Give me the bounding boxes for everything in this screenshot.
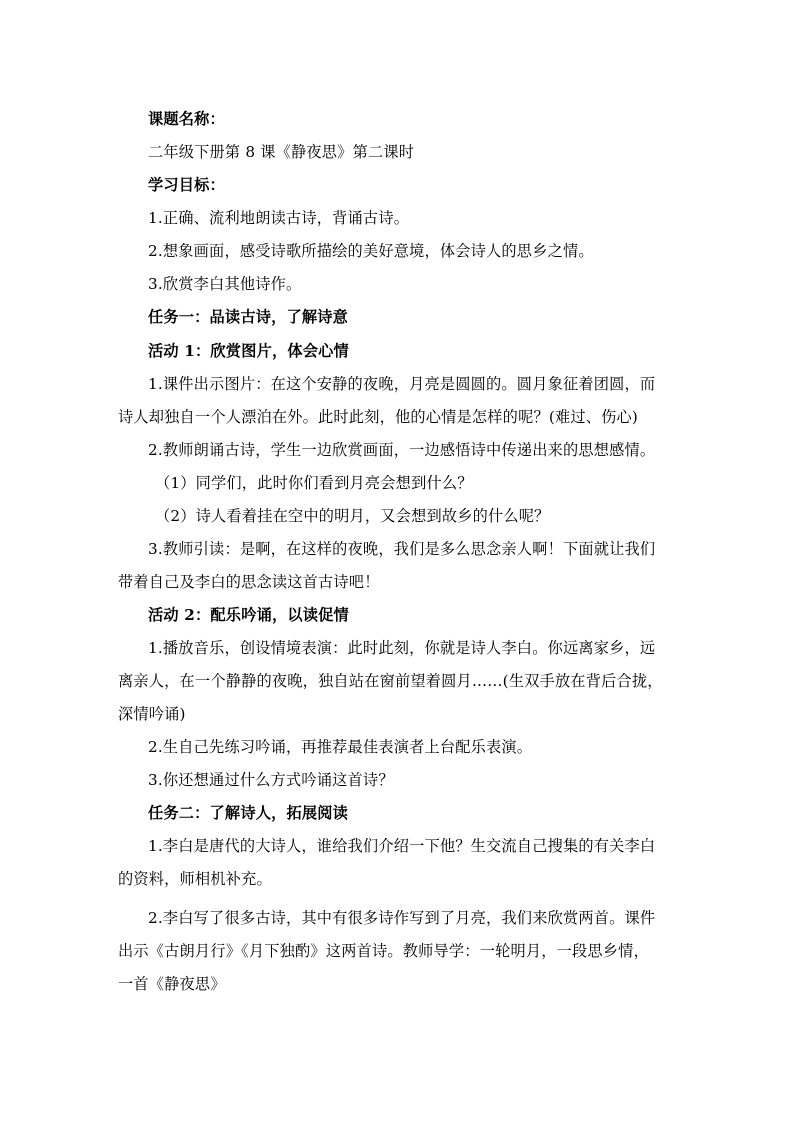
activity-1-para-1-line-1: 1.课件出示图片：在这个安静的夜晚，月亮是圆圆的。圆月象征着团圆，而 — [148, 375, 656, 393]
task-2-heading: 任务二：了解诗人，拓展阅读 — [148, 804, 349, 822]
activity-2-para-3: 3.你还想通过什么方式吟诵这首诗？ — [148, 771, 394, 789]
task-2-para-2-line-2: 出示《古朗月行》《月下独酌》这两首诗。教师导学：一轮明月，一段思乡情， — [118, 942, 649, 960]
learning-goals-label: 学习目标： — [148, 176, 225, 194]
goal-item-1: 1.正确、流利地朗读古诗，背诵古诗。 — [148, 209, 410, 227]
activity-1-para-2: 2.教师朗诵古诗，学生一边欣赏画面，一边感悟诗中传递出来的思想感情。 — [148, 441, 656, 459]
activity-2-para-1-line-1: 1.播放音乐，创设情境表演：此时此刻，你就是诗人李白。你远离家乡，远 — [148, 639, 656, 657]
task-2-para-2-line-1: 2.李白写了很多古诗，其中有很多诗作写到了月亮，我们来欣赏两首。课件 — [148, 909, 656, 927]
activity-1-heading: 活动 1：欣赏图片，体会心情 — [148, 342, 349, 360]
task-2-para-1-line-1: 1.李白是唐代的大诗人，谁给我们介绍一下他？生交流自己搜集的有关李白 — [148, 837, 656, 855]
activity-1-question-1: （1）同学们，此时你们看到月亮会想到什么？ — [155, 474, 473, 492]
lesson-title-text: 二年级下册第 8 课《静夜思》第二课时 — [148, 143, 415, 161]
activity-2-para-2: 2.生自己先练习吟诵，再推荐最佳表演者上台配乐表演。 — [148, 738, 533, 756]
task-1-heading: 任务一：品读古诗，了解诗意 — [148, 308, 349, 326]
activity-1-para-3-line-2: 带着自己及李白的思念读这首古诗吧！ — [118, 573, 380, 591]
goal-item-3: 3.欣赏李白其他诗作。 — [148, 275, 302, 293]
activity-1-question-2: （2）诗人看着挂在空中的明月，又会想到故乡的什么呢？ — [155, 507, 550, 525]
task-2-para-1-line-2: 的资料，师相机补充。 — [118, 870, 272, 888]
activity-1-para-3-line-1: 3.教师引读：是啊，在这样的夜晚，我们是多么思念亲人啊！下面就让我们 — [148, 540, 656, 558]
activity-2-para-1-line-2: 离亲人，在一个静静的夜晚，独自站在窗前望着圆月……(生双手放在背后合拢， — [118, 672, 663, 690]
activity-2-heading: 活动 2：配乐吟诵，以读促情 — [148, 606, 349, 624]
activity-2-para-1-line-3: 深情吟诵) — [118, 705, 186, 723]
activity-1-para-1-line-2: 诗人却独自一个人漂泊在外。此时此刻，他的心情是怎样的呢？(难过、伤心) — [118, 408, 639, 426]
goal-item-2: 2.想象画面，感受诗歌所描绘的美好意境，体会诗人的思乡之情。 — [148, 242, 594, 260]
lesson-title-label: 课题名称： — [148, 110, 225, 128]
task-2-para-2-line-3: 一首《静夜思》 — [118, 975, 226, 993]
